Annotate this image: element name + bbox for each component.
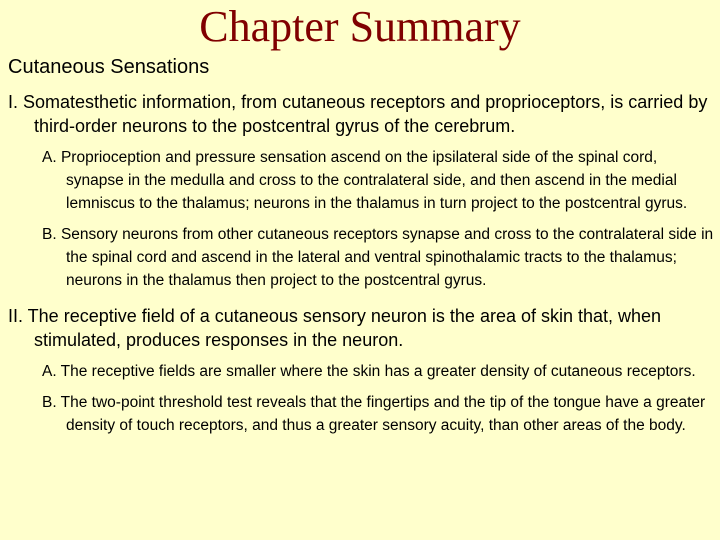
- point-1-subpoint-b: B. Sensory neurons from other cutaneous receptors synapse and cross to the contralateral side in the spinal cord and ascend in the lateral and ventral spinothalamic tracts to the thalamus; neurons in the thalamus then project to the postcentral gyrus.: [42, 226, 714, 289]
- point-2-subpoint-a: A. The receptive fields are smaller where the skin has a greater density of cutaneous receptors.: [42, 363, 696, 380]
- point-1-subpoint-a: A. Proprioception and pressure sensation ascend on the ipsilateral side of the spinal cord, synapse in the medulla and cross to the contralateral side, and then ascend in the medial lemniscus to the thalamus; neurons in the thalamus in turn project to the postcentral gyrus.: [42, 149, 688, 212]
- section-title: Cutaneous Sensations: [8, 56, 210, 78]
- point-1: I. Somatesthetic information, from cutaneous receptors and proprioceptors, is carried by third-order neurons to the postcentral gyrus of the cerebrum.: [8, 92, 708, 136]
- slide-title: Chapter Summary: [199, 2, 521, 51]
- point-2: II. The receptive field of a cutaneous sensory neuron is the area of skin that, when stimulated, produces responses in the neuron.: [8, 306, 662, 350]
- point-2-subpoint-b: B. The two-point threshold test reveals that the fingertips and the tip of the tongue have a greater density of touch receptors, and thus a greater sensory acuity, than other areas of the body.: [42, 394, 706, 434]
- summary-content: [0, 90, 716, 437]
